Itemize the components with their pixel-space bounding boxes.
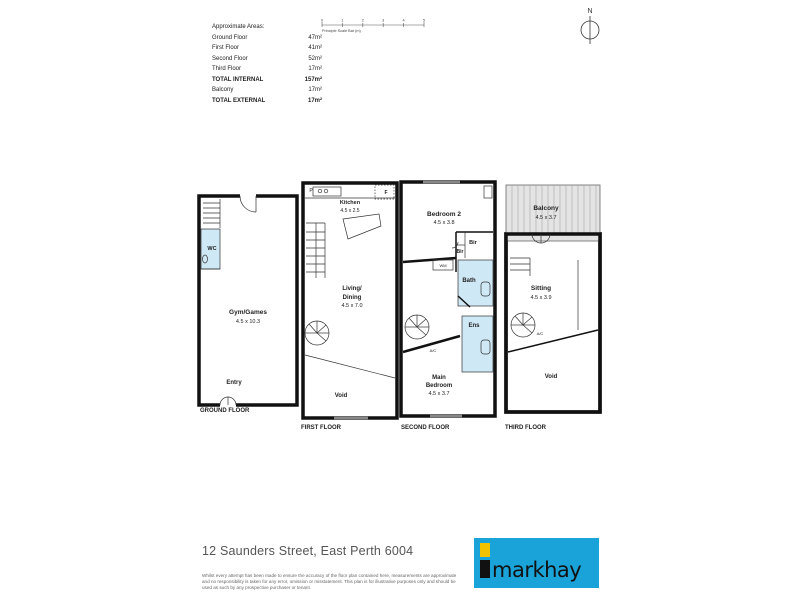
ground-floor-wall — [199, 196, 240, 405]
room-dims: 4.5 x 7.0 — [341, 303, 363, 309]
room-name: F — [384, 190, 388, 196]
third-stairs — [510, 258, 530, 276]
room-name: Bath — [462, 278, 476, 284]
floor-label-ground: GROUND FLOOR — [200, 408, 250, 414]
disclaimer-text: Whilst every attempt has been made to ensure the accuracy of the floor plan contained here, measurements are approximate and no responsibility is taken for any error, omission or misstatement. This plan is for illustrative purposes only and should be used as such by any prospective purchaser or tenant. — [202, 573, 457, 590]
third-floor-wall — [506, 234, 600, 412]
kitchen-bench — [313, 187, 341, 196]
room-name: A/C — [536, 331, 544, 336]
logo-black-block — [480, 560, 490, 578]
area-row-total-external: TOTAL EXTERNAL 17m² — [212, 97, 322, 104]
room-name: Void — [544, 374, 558, 380]
room-name: Balcony — [533, 205, 559, 212]
property-address: 12 Saunders Street, East Perth 6004 — [202, 544, 414, 558]
scale-tick: 5 — [422, 18, 426, 23]
room-name: Bedroom — [425, 383, 453, 389]
area-row-third: Third Floor 17m² — [212, 66, 322, 72]
ground-door — [240, 196, 256, 212]
first-stairs — [306, 223, 325, 278]
room-name: Bedroom 2 — [427, 211, 461, 218]
floor-label-third: THIRD FLOOR — [505, 425, 546, 431]
area-row-balcony: Balcony 17m² — [212, 87, 322, 93]
room-name: Dining — [342, 295, 362, 301]
room-dims: 4.5 x 3.7 — [428, 391, 450, 397]
room-name: WM — [439, 263, 447, 268]
areas-heading: Approximate Areas: — [212, 24, 265, 30]
room-name: P — [309, 188, 313, 194]
room-dims: 4.5 x 3.8 — [433, 220, 455, 226]
room-name: A/C — [429, 348, 437, 353]
room-dims: 4.5 x 2.5 — [340, 208, 360, 214]
area-row-ground: Ground Floor 47m² — [212, 34, 322, 41]
room-name: WC — [207, 246, 217, 252]
third-void-edge — [508, 330, 598, 352]
entry-door — [220, 397, 236, 405]
room-dims: 4.5 x 10.3 — [235, 319, 261, 325]
second-spiral-stair — [405, 315, 429, 339]
void-edge — [305, 355, 395, 378]
area-row-total-internal: TOTAL INTERNAL 157m² — [212, 76, 322, 83]
floor-label-second: SECOND FLOOR — [401, 425, 450, 431]
room-name: Bir — [456, 249, 464, 255]
room-name: Kitchen — [339, 200, 361, 206]
north-label: N — [587, 8, 593, 15]
room-name: Ens — [468, 323, 480, 329]
scale-tick: 4 — [402, 18, 405, 23]
room-name: Void — [334, 393, 348, 399]
scale-tick: 0 — [320, 18, 324, 23]
kitchen-island — [343, 214, 381, 239]
third-spiral-stair — [511, 313, 535, 337]
room-dims: 4.5 x 3.7 — [535, 215, 557, 221]
room-name: Living/ — [342, 286, 362, 292]
markhay-logo — [474, 538, 599, 588]
scale-caption: Principle Scale Bar (m) — [322, 29, 361, 33]
room-name: Gym/Games — [229, 309, 267, 316]
floor-label-first: FIRST FLOOR — [301, 425, 341, 431]
scale-tick: 3 — [382, 18, 385, 23]
scale-tick: 1 — [341, 18, 344, 23]
room-dims: 4.5 x 3.9 — [530, 295, 552, 301]
room-name: Main — [432, 375, 446, 381]
scale-tick: 2 — [361, 18, 364, 23]
ground-stairs — [203, 199, 220, 228]
ground-floor-wall — [236, 196, 297, 405]
room-name: Entry — [226, 380, 242, 386]
room-name: Sitting — [530, 285, 552, 292]
first-spiral-stair — [305, 321, 329, 345]
room-name: Bir — [469, 240, 477, 246]
logo-yellow-block — [480, 543, 490, 557]
logo-text: markhay — [492, 558, 582, 582]
area-row-second: Second Floor 52m² — [212, 55, 322, 62]
area-row-first: First Floor 41m² — [212, 45, 322, 51]
